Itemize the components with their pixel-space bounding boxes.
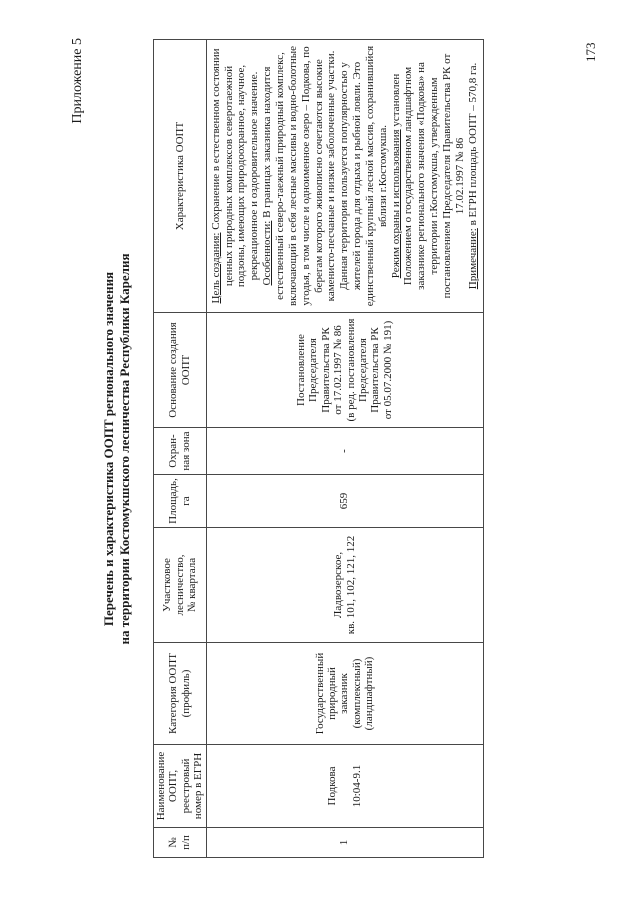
col-header-zone: Охран- ная зона xyxy=(154,428,207,475)
page-number: 173 xyxy=(583,42,598,62)
cell-area: 659 xyxy=(206,475,483,528)
cell-name: Подкова 10:04-9.1 xyxy=(206,745,483,828)
document-title-line1: Перечень и характеристика ООПТ регионального значения xyxy=(101,271,116,627)
document-title xyxy=(101,40,132,858)
appendix-label: Приложение 5 xyxy=(70,38,85,124)
cell-forestry: Ладвозерское, кв. 101, 102, 121, 122 xyxy=(206,528,483,643)
oopt-table xyxy=(153,39,484,858)
col-header-name: Наименование ООПТ, реестровый номер в ЕГРН xyxy=(154,745,207,828)
cell-num: 1 xyxy=(206,828,483,858)
document-title-line2: на территории Костомукшского лесничества Республики Карелия xyxy=(116,253,132,645)
cell-basis: Постановление Председателя Правительства РК от 17.02.1997 № 86 (в ред. постановления Председателя Правительства РК от 05.07.2000 № 191) xyxy=(206,313,483,428)
col-header-num: № п/п xyxy=(154,828,207,858)
col-header-characteristic: Характеристика ООПТ xyxy=(154,40,207,313)
table-header-row xyxy=(154,40,207,858)
characteristic-text: Цель создания: Сохранение в естественном состоянии ценных природных комплексов северотаежной подзоны, имеющих природоохранное, научное, рекреационное и оздоровительное значение. Особенности: В границах заказника находится естественный северо-таежный природный комплекс, включающий в себя лесные массивы и водно-болотные угодья, в том числе и одноименное озеро – Подкова, по берегам которого живописно сочетаются высокие каменисто-песчаные и низкие заболоченные участки. Данная территория пользуется популярностью у жителей города для отдыха и рыбной ловли. Это единственный крупный лесной массив, сохранившийся вблизи г.Костомукша. Режим охраны и использования установлен Положением о государственном ландшафтном заказнике регионального значения «Подкова» на территории г.Костомукша, утвержденным постановлением Председателя Правительства РК от 17.02.1997 № 86 Примечание: в ЕГРН площадь ООПТ – 570,8 га. xyxy=(209,45,479,307)
col-header-area: Площадь, га xyxy=(154,475,207,528)
table-row xyxy=(206,40,483,858)
col-header-category: Категория ООПТ (профиль) xyxy=(154,643,207,745)
cell-category: Государственный природный заказник (комплексный) (ландшафтный) xyxy=(206,643,483,745)
cell-zone: - xyxy=(206,428,483,475)
col-header-forestry: Участковое лесничество, № квартала xyxy=(154,528,207,643)
cell-characteristic xyxy=(206,40,483,313)
col-header-basis: Основание создания ООПТ xyxy=(154,313,207,428)
